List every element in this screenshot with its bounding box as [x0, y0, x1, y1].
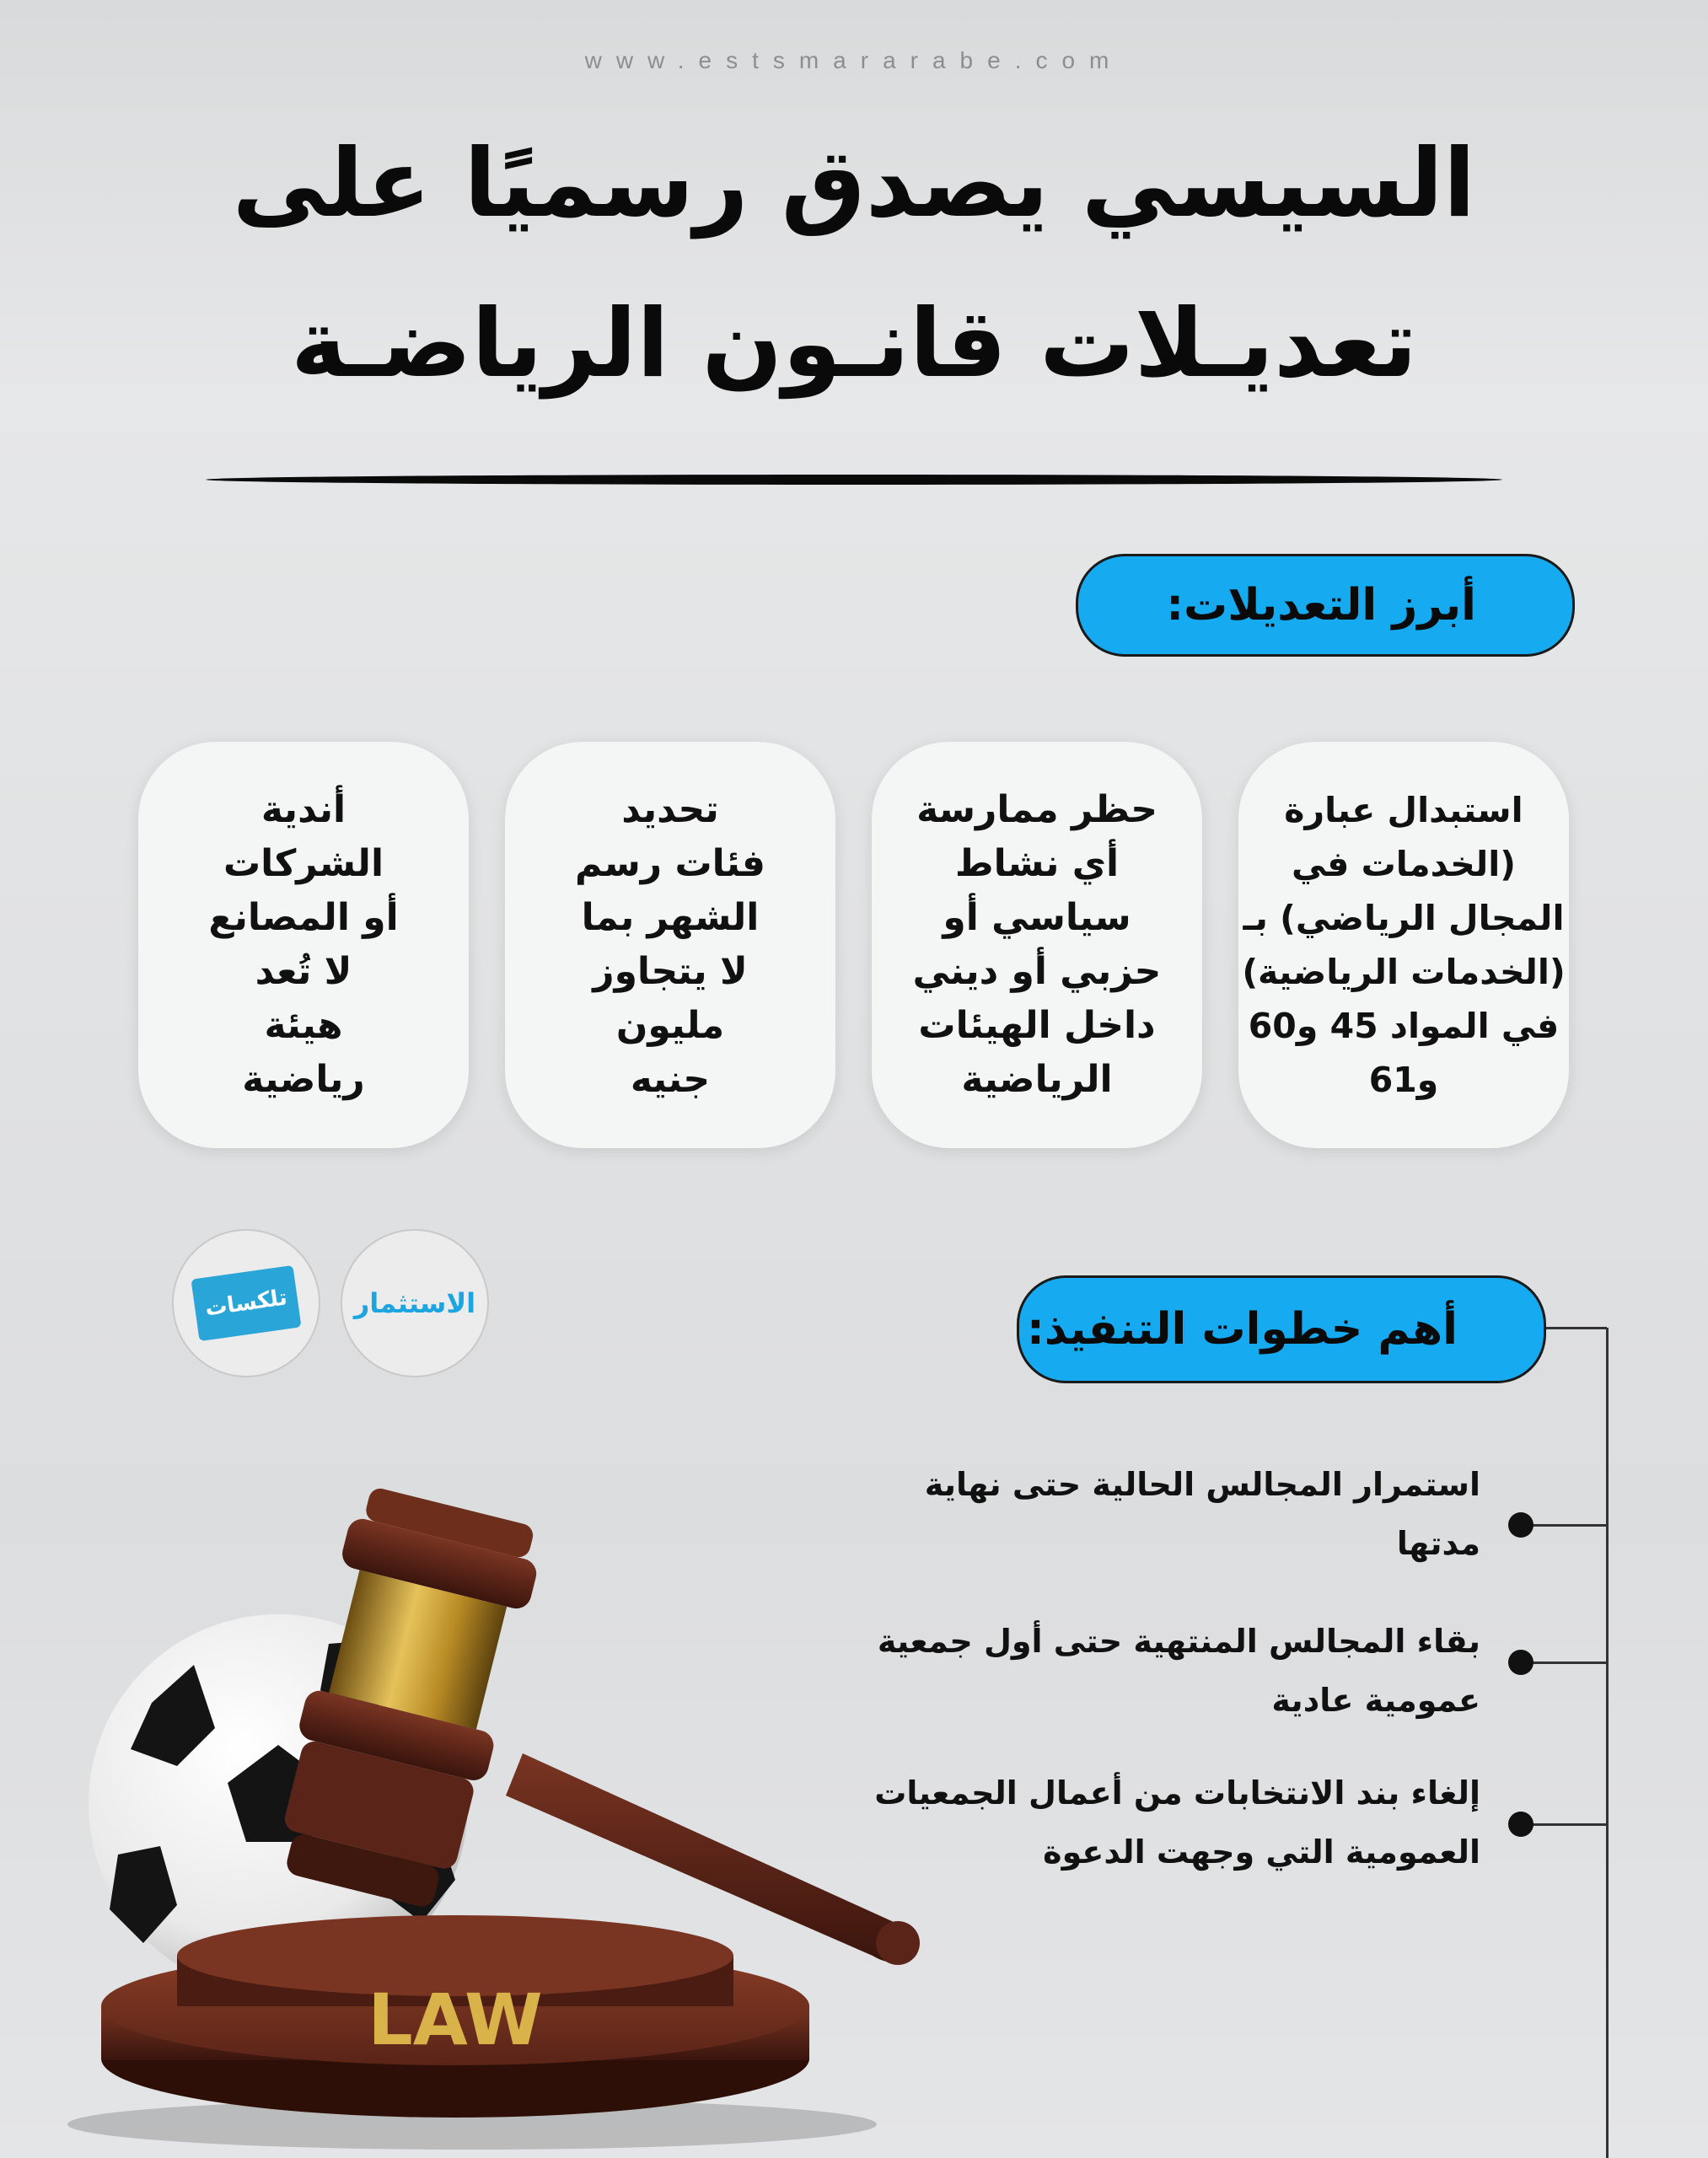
estesmar-logo-text: الاستثمار: [353, 1287, 476, 1319]
timeline-connector-3: [1523, 1823, 1607, 1826]
modification-card-3-text: تحديد فئات رسم الشهر بما لا يتجاوز مليون جنيه: [575, 788, 765, 1101]
site-url: www.estsmararabe.com: [584, 47, 1124, 73]
timeline-bullet-2: [1508, 1650, 1533, 1675]
modification-card-4-text: أندية الشركات أو المصانع لا تُعد هيئة رياضية: [208, 788, 399, 1101]
modification-card-1: [1238, 742, 1569, 1148]
page-title-line-1: السيسي يصدق رسميًا على: [232, 129, 1476, 239]
estesmar-logo: [341, 1229, 489, 1377]
timeline-line: [1606, 1328, 1609, 2158]
section-header-steps: أهم خطوات التنفيذ:: [1017, 1275, 1546, 1383]
step-item-2: بقاء المجالس المنتهية حتى أول جمعية عمومية عادية: [877, 1623, 1480, 1719]
law-illustration: [51, 1450, 1045, 2158]
tlksaat-badge: [191, 1265, 301, 1341]
sound-block-icon: [101, 1915, 809, 2118]
timeline-connector-1: [1523, 1524, 1607, 1527]
timeline-connector-2: [1523, 1661, 1607, 1664]
tlksaat-logo: [172, 1229, 320, 1377]
timeline-header-connector: [1546, 1327, 1607, 1329]
tlksaat-logo-text: تلكسات: [203, 1285, 289, 1322]
modification-card-3: [505, 742, 835, 1148]
step-item-1: استمرار المجالس الحالية حتى نهاية مدتها: [924, 1466, 1480, 1562]
timeline-bullet-3: [1508, 1812, 1533, 1837]
modification-card-4: [138, 742, 469, 1148]
section-header-modifications: أبرز التعديلات:: [1076, 554, 1575, 657]
step-item-3: إلغاء بند الانتخابات من أعمال الجمعيات العمومية التي وجهت الدعوة: [874, 1774, 1480, 1871]
title-divider: [206, 475, 1502, 485]
modification-card-1-text: استبدال عبارة (الخدمات في المجال الرياضي) بـ (الخدمات الرياضية) في المواد 45 و60 و61: [1242, 790, 1566, 1100]
timeline-bullet-1: [1508, 1512, 1533, 1538]
gavel-label: LAW: [368, 1978, 543, 2061]
modification-card-2-text: حظر ممارسة أي نشاط سياسي أو حزبي أو ديني داخل الهيئات الرياضية: [912, 788, 1162, 1101]
modification-card-2: [872, 742, 1202, 1148]
page-title-line-2: تعديـلات قانـون الرياضـة: [290, 289, 1418, 399]
